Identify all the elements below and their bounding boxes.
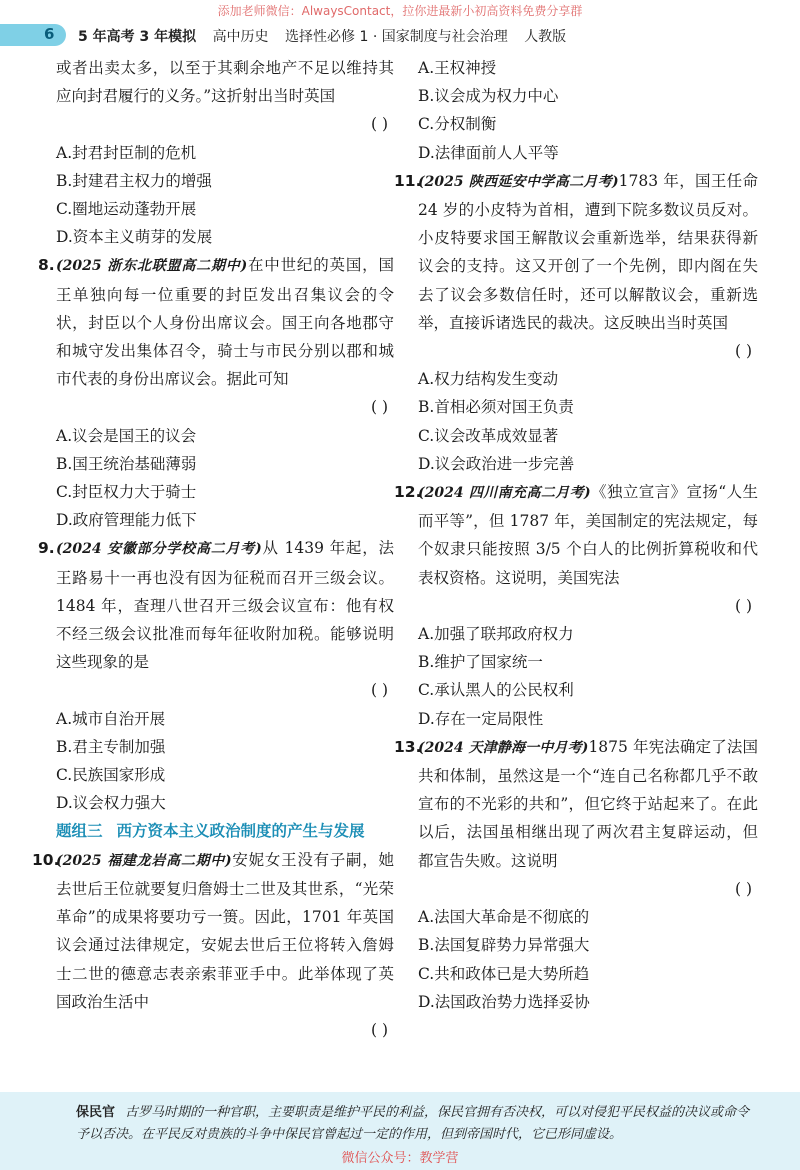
q8-option-a: A.议会是国王的议会 <box>56 426 197 445</box>
q7-option-b: B.封建君主权力的增强 <box>56 171 212 190</box>
q12-option-a: A.加强了联邦政府权力 <box>418 625 574 644</box>
q10-text: 安妮女王没有子嗣，她去世后王位就要复归詹姆士二世及其世系，“光荣革命”的成果将要功亏一篑。因此，1701 年英国议会通过法律规定，安妮去世后王位将转入詹姆士二世的德意志表亲索菲亚手中。此举体现了英国政治生活中 <box>56 850 394 1011</box>
q12-option-c: C.承认黑人的公民权利 <box>418 681 574 700</box>
section-heading <box>56 817 394 845</box>
q9-answer-paren: ( ) <box>370 681 388 700</box>
q12-number: 12. <box>394 483 422 502</box>
header-book: 选择性必修 1 · 国家制度与社会治理 <box>285 29 508 45</box>
page-number: 6 <box>44 25 55 43</box>
q9-option-d: D.议会权力强大 <box>56 794 166 813</box>
q13-option-a: A.法国大革命是不彻底的 <box>418 908 590 927</box>
question-10 <box>32 846 394 1016</box>
header-series: 5 年高考 3 年模拟 <box>78 29 197 45</box>
q10-option-b: B.议会成为权力中心 <box>418 87 559 106</box>
q8-source: (2025 浙东北联盟高二期中) <box>56 258 248 275</box>
q7-option-c: C.圈地运动蓬勃开展 <box>56 200 197 219</box>
q10-option-a: A.王权神授 <box>418 59 497 77</box>
q11-text: 1783 年，国王任命 24 岁的小皮特为首相，遭到下院多数议员反对。小皮特要求国王解散议会重新选举，结果获得新议会的支持。这又开创了一个先例，即内阁在失去了议会多数信任时，还可以解散议会，重新选举，直接诉诸选民的裁决。这反映出当时英国 <box>418 171 758 332</box>
q8-number: 8. <box>38 256 55 275</box>
q13-text: 1875 年宪法确定了法国共和体制，虽然这是一个“连自己名称都几乎不敢宣布的不光彩的共和”，但它终于站起来了。在此以后，法国虽相继出现了两次君主复辟运动，但都宣告失败。这说明 <box>418 737 759 870</box>
footnote <box>76 1102 756 1146</box>
q8-option-c: C.封臣权力大于骑士 <box>56 483 197 502</box>
question-9 <box>38 534 394 676</box>
question-13 <box>394 733 759 875</box>
q10-source: (2025 福建龙岩高二期中) <box>56 852 232 869</box>
q11-option-a: A.权力结构发生变动 <box>418 370 559 389</box>
q8-option-d: D.政府管理能力低下 <box>56 511 197 530</box>
q9-source: (2024 安徽部分学校高二月考) <box>56 541 262 558</box>
q10-option-c: C.分权制衡 <box>418 115 497 134</box>
q12-answer-paren: ( ) <box>734 596 752 615</box>
q8-text: 在中世纪的英国，国王单独向每一位重要的封臣发出召集议会的令状，封臣以个人身份出席议会。国王向各地郡守和城守发出集体召令，骑士与市民分别以郡和城市代表的身份出席议会。据此可知 <box>56 256 394 389</box>
q13-option-d: D.法国政治势力选择妥协 <box>418 992 590 1011</box>
q13-option-b: B.法国复辟势力异常强大 <box>418 936 590 955</box>
q8-answer-paren: ( ) <box>370 398 388 417</box>
q10-option-d: D.法律面前人人平等 <box>418 143 559 162</box>
q11-option-c: C.议会改革成效显著 <box>418 426 559 445</box>
q13-source: (2024 天津静海一中月考) <box>418 739 589 756</box>
footer-note-box <box>0 1092 800 1170</box>
q13-answer-paren: ( ) <box>734 879 752 898</box>
section-title: 西方资本主义政治制度的产生与发展 <box>116 822 365 841</box>
q7-option-a: A.封君封臣制的危机 <box>56 143 197 162</box>
q9-option-b: B.君主专制加强 <box>56 737 166 756</box>
q12-text: 《独立宣言》宣扬“人生而平等”，但 1787 年，美国制定的宪法规定，每个奴隶只能按照 3/5 个白人的比例折算税收和代表权资格。这说明，美国宪法 <box>418 483 758 587</box>
q11-source: (2025 陕西延安中学高二月考) <box>418 173 619 190</box>
q13-option-c: C.共和政体已是大势所趋 <box>418 964 590 983</box>
q11-answer-paren: ( ) <box>734 342 752 361</box>
q10-answer-paren: ( ) <box>370 1020 388 1039</box>
header-edition: 人教版 <box>524 29 567 45</box>
question-12 <box>394 478 758 592</box>
q9-option-a: A.城市自治开展 <box>56 709 166 728</box>
q7-continuation: 或者出卖太多，以至于其剩余地产不足以维持其应向封君履行的义务。”这折射出当时英国 <box>56 59 394 106</box>
q10-number: 10. <box>32 850 60 869</box>
top-watermark: 添加老师微信：AlwaysContact，拉你进最新小初高资料免费分享群 <box>217 4 583 18</box>
footer-watermark: 微信公众号：教学营 <box>341 1151 459 1166</box>
footnote-text: 古罗马时期的一种官职，主要职责是维护平民的利益，保民官拥有否决权，可以对侵犯平民权益的决议或命令予以否决。在平民反对贵族的斗争中保民官曾起过一定的作用，但到帝国时代，它已形同虚设。 <box>76 1105 750 1142</box>
q9-option-c: C.民族国家形成 <box>56 766 166 785</box>
q8-option-b: B.国王统治基础薄弱 <box>56 454 197 473</box>
left-column <box>32 54 394 1044</box>
section-label: 题组三 <box>56 822 103 841</box>
q12-option-d: D.存在一定局限性 <box>418 709 544 728</box>
page-number-tab <box>0 24 66 46</box>
header-subject: 高中历史 <box>212 29 269 45</box>
header-text <box>78 26 578 46</box>
q7-option-d: D.资本主义萌芽的发展 <box>56 228 213 247</box>
q9-text: 从 1439 年起，法王路易十一再也没有因为征税而召开三级会议。1484 年，查理八世召开三级会议宣布：他有权不经三级会议批准而每年征收附加税。能够说明这些现象的是 <box>56 539 394 672</box>
question-8 <box>38 251 394 393</box>
q11-option-d: D.议会政治进一步完善 <box>418 454 575 473</box>
question-11 <box>394 167 758 337</box>
footnote-term: 保民官 <box>76 1105 116 1120</box>
q11-option-b: B.首相必须对国王负责 <box>418 398 574 417</box>
q12-source: (2024 四川南充高二月考) <box>418 485 591 502</box>
page-header <box>0 22 800 46</box>
q11-number: 11. <box>394 171 422 190</box>
q13-number: 13. <box>394 737 422 756</box>
right-column <box>394 54 759 1016</box>
q7-answer-paren: ( ) <box>370 115 388 134</box>
q12-option-b: B.维护了国家统一 <box>418 653 543 672</box>
q9-number: 9. <box>38 539 55 558</box>
